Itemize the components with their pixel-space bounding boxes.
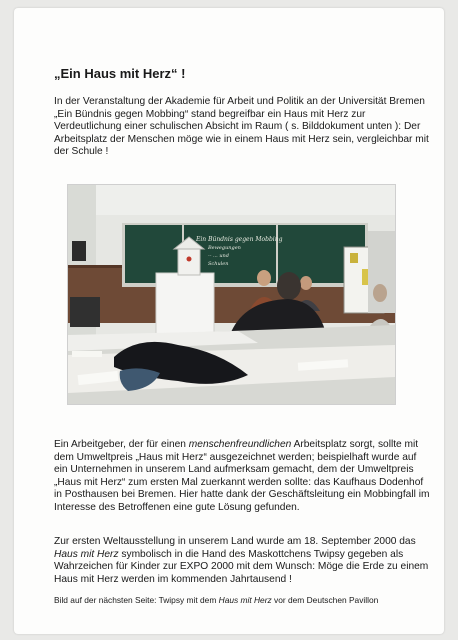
blackboard-line-2: Bewegungen — [208, 245, 241, 251]
employer-paragraph — [54, 439, 432, 515]
document-title: „Ein Haus mit Herz“ ! — [54, 66, 186, 81]
caption-end: vor dem Deutschen Pavillon — [271, 595, 379, 605]
caption-emphasis: Haus mit Herz — [218, 595, 272, 605]
blackboard-line-3: -- ... und — [208, 253, 229, 259]
expo-paragraph — [54, 536, 432, 586]
employer-paragraph-start: Ein Arbeitgeber, der für einen — [54, 439, 189, 450]
expo-paragraph-end: symbolisch in die Hand des Maskottchens Twipsy gegeben als Wahrzeichen für Kinder zur EXPO 2000 mit dem Wunsch: Möge die Erde zu einem Haus mit Herz werden im kommenden Jahrtausend ! — [54, 548, 429, 585]
expo-paragraph-start: Zur ersten Weltausstellung in unserem Land wurde am 18. September 2000 das — [54, 536, 416, 547]
seminar-photo — [67, 184, 396, 405]
blackboard-line-4: Schulen — [208, 261, 229, 267]
expo-paragraph-emphasis: Haus mit Herz — [54, 548, 119, 560]
employer-paragraph-end: Arbeitsplatz sorgt, sollte mit dem Umweltpreis „Haus mit Herz“ ausgezeichnet werden; beispielhaft wurde auf ein Unternehmen in unserem Land aufmerksam gemacht, dem der Umweltpreis „Haus mit Herz“ zum ersten Mal zuerkannt werden sollte: das Kaufhaus Dodenhof in Posthausen bei Bremen. Hier hatte dank der Geschäftsleitung ein Mobbingfall im Interesse des Betroffenen eine gute Lösung gefunden. — [54, 439, 430, 513]
blackboard-line-1: Ein Bündnis gegen Mobbing — [196, 236, 283, 243]
document-page — [14, 8, 444, 634]
employer-paragraph-emphasis: menschenfreundlichen — [188, 439, 292, 450]
next-page-caption — [54, 595, 434, 605]
intro-paragraph: In der Veranstaltung der Akademie für Arbeit und Politik an der Universität Bremen „Ein Bündnis gegen Mobbing“ stand begreifbar ein Haus mit Herz zur Verdeutlichung einer schulischen Absicht im Raum ( s. Bilddokument unten ): Der Arbeitsplatz der Menschen möge wie in einem Haus mit Herz sein, vergleichbar mit der Schule ! — [54, 96, 429, 158]
caption-start: Bild auf der nächsten Seite: Twipsy mit dem — [54, 595, 219, 605]
